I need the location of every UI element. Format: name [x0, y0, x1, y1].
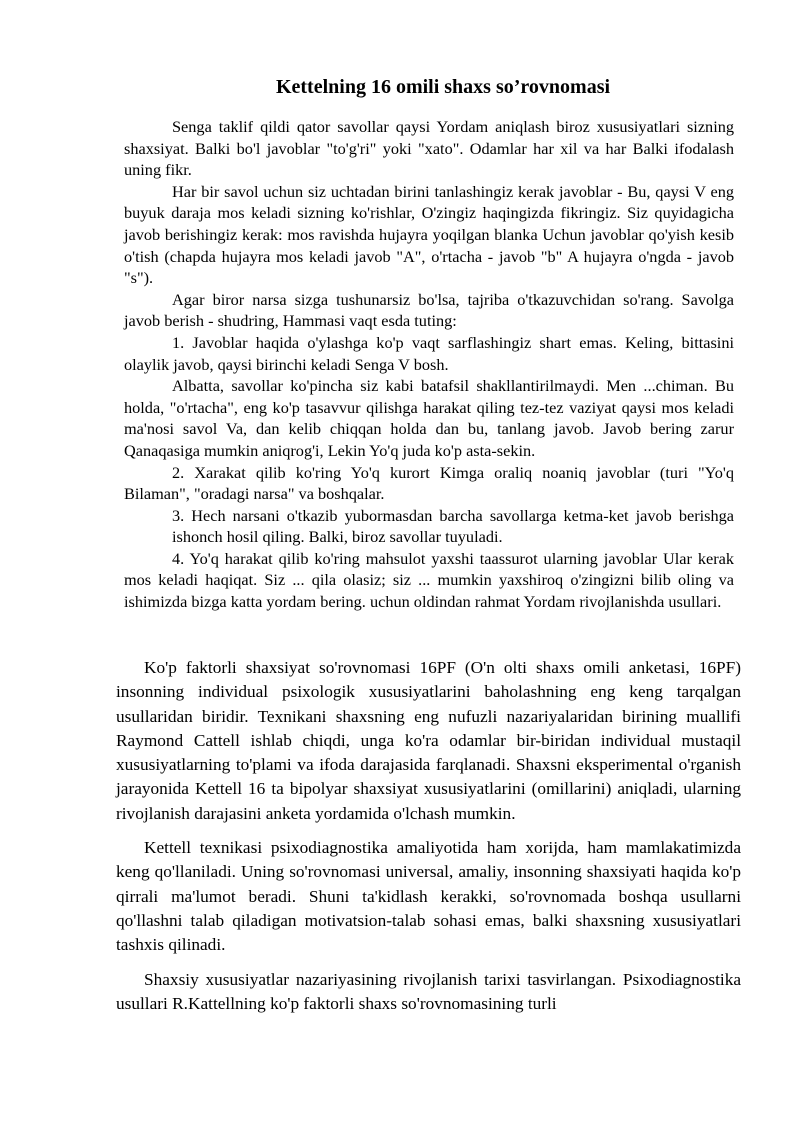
list-item: 3. Hech narsani o'tkazib yubormasdan barcha savollarga ketma-ket javob berishga ishonch hosil qiling. Balki, biroz savollar tuyuladi.	[172, 505, 734, 547]
paragraph: Albatta, savollar ko'pincha siz kabi batafsil shakllantirilmaydi. Men ...chiman. Bu holda, "o'rtacha", eng ko'p tasavvur qilishga harakat qiling tez-tez vaziyat qaysi mos keladi ma'nosi savol Va, dan kelib chiqqan holda dan bu, tanlang javob. Javob bering zarur Qanaqasiga mumkin aniqrog'i, Lekin Yo'q juda ko'p asta-sekin.	[124, 376, 734, 460]
paragraph: Kettell texnikasi psixodiagnostika amaliyotida ham xorijda, ham mamlakatimizda keng qo'llaniladi. Uning so'rovnomasi universal, amaliy, insonning shaxsiyati haqida ko'p qirrali ma'lumot beradi. Shuni ta'kidlash kerakki, so'rovnomada boshqa usullarni qo'llashni talab qiladigan motivatsion-talab sohasi emas, balki shaxsning xususiyatlari tashxis qilinadi.	[116, 838, 741, 955]
paragraph: Shaxsiy xususiyatlar nazariyasining rivojlanish tarixi tasvirlangan. Psixodiagnostika usullari R.Kattellning ko'p faktorli shaxs so'rovnomasining turli	[116, 969, 741, 1013]
document-title: Kettelning 16 omili shaxs so’rovnomasi	[275, 76, 611, 98]
instructions-section	[124, 116, 734, 613]
paragraph: Senga taklif qildi qator savollar qaysi Yordam aniqlash biroz xususiyatlari sizning shaxsiyat. Balki bo'l javoblar "to'g'ri" yoki "xato". Odamlar har xil va har Balki ifodalash uning fikr.	[124, 117, 734, 180]
paragraph: Ko'p faktorli shaxsiyat so'rovnomasi 16PF (O'n olti shaxs omili anketasi, 16PF) insonning individual psixologik xususiyatlarini baholashning eng keng tarqalgan usullaridan biridir. Texnikani shaxsning eng nufuzli nazariyalaridan birining muallifi Raymond Cattell ishlab chiqdi, unga ko'ra odamlar bir-biridan individual mustaqil xususiyatlarning to'plami va ifoda darajasida farqlanadi. Shaxsni eksperimental o'rganish jarayonida Kettell 16 ta bipolyar shaxsiyat xususiyatlarini (omillarini) aniqladi, ularning rivojlanish darajasini anketa yordamida o'lchash mumkin.	[116, 658, 741, 823]
body-section	[116, 656, 741, 1026]
list-item: 1. Javoblar haqida o'ylashga ko'p vaqt sarflashingiz shart emas. Keling, bittasini olaylik javob, qaysi birinchi keladi Senga V bosh.	[124, 332, 734, 374]
list-item: 2. Xarakat qilib ko'ring Yo'q kurort Kimga oraliq noaniq javoblar (turi "Yo'q Bilaman", "oradagi narsa" va boshqalar.	[124, 462, 734, 504]
paragraph: Har bir savol uchun siz uchtadan birini tanlashingiz kerak javoblar - Bu, qaysi V eng buyuk daraja mos keladi sizning ko'rishlar, O'zingiz haqingizda fikringiz. Siz quyidagicha javob berishingiz kerak: mos ravishda hujayra yoqilgan blanka Uchun javoblar qo'yish kesib o'tish (chapda hujayra mos keladi javob "A", o'rtacha - javob "b" A hujayra o'ngda - javob "s").	[124, 181, 734, 288]
list-item: 4. Yo'q harakat qilib ko'ring mahsulot yaxshi taassurot ularning javoblar Ular kerak mos keladi haqiqat. Siz ... qila olasiz; siz ... mumkin yaxshiroq o'zingizni bilib oling va ishimizda bizga katta yordam bering. uchun oldindan rahmat Yordam rivojlanishda usullari.	[124, 548, 734, 612]
paragraph: Agar biror narsa sizga tushunarsiz bo'lsa, tajriba o'tkazuvchidan so'rang. Savolga javob berish - shudring, Hammasi vaqt esda tuting:	[124, 289, 734, 331]
